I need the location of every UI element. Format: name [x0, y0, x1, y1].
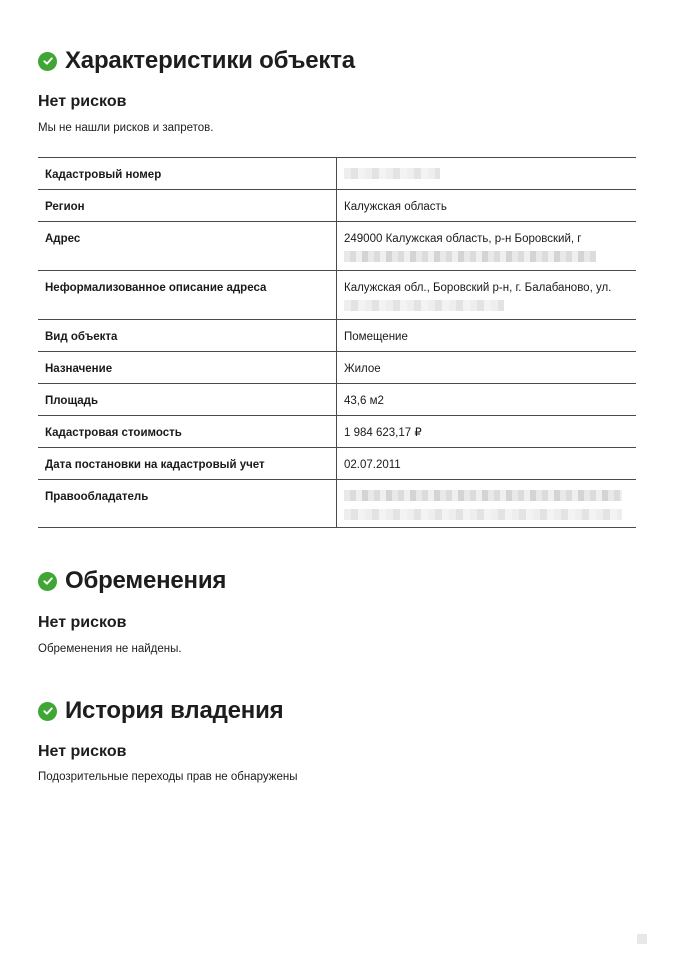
table-row	[38, 480, 636, 528]
table-row	[38, 416, 636, 448]
property-label: Регион	[38, 190, 337, 222]
table-row	[38, 158, 636, 190]
redacted-text	[344, 300, 504, 311]
property-value: Помещение	[337, 320, 637, 352]
section-title-encumbrances	[38, 564, 226, 598]
property-label: Площадь	[38, 384, 337, 416]
property-value: 1 984 623,17 ₽	[337, 416, 637, 448]
property-value	[337, 271, 637, 320]
section-title-characteristics	[38, 44, 355, 78]
redacted-text	[344, 168, 440, 179]
property-value: 02.07.2011	[337, 448, 637, 480]
section-description: Подозрительные переходы прав не обнаружены	[38, 771, 298, 783]
section-heading: Характеристики объекта	[65, 47, 355, 74]
address-text: 249000 Калужская область, р-н Боровский, г	[344, 233, 582, 245]
property-value-redacted	[337, 158, 637, 190]
section-heading: Обременения	[65, 567, 227, 594]
redacted-text	[344, 490, 622, 501]
property-value: Калужская область	[337, 190, 637, 222]
redacted-text	[344, 509, 622, 520]
check-circle-icon	[38, 702, 57, 721]
section-description: Обременения не найдены.	[38, 643, 182, 655]
risk-status: Нет рисков	[38, 93, 127, 110]
table-row	[38, 271, 636, 320]
page-corner-mark	[637, 934, 647, 944]
property-value: 43,6 м2	[337, 384, 637, 416]
property-label: Вид объекта	[38, 320, 337, 352]
property-label: Адрес	[38, 222, 337, 271]
table-row	[38, 320, 636, 352]
risk-status: Нет рисков	[38, 614, 127, 631]
property-label: Правообладатель	[38, 480, 337, 528]
property-table	[38, 157, 636, 528]
section-description: Мы не нашли рисков и запретов.	[38, 122, 214, 134]
table-row	[38, 448, 636, 480]
property-label: Назначение	[38, 352, 337, 384]
check-circle-icon	[38, 572, 57, 591]
property-label: Кадастровый номер	[38, 158, 337, 190]
property-label: Кадастровая стоимость	[38, 416, 337, 448]
address-description-text: Калужская обл., Боровский р-н, г. Балабаново, ул.	[344, 282, 612, 294]
section-title-ownership-history	[38, 694, 283, 728]
property-label: Неформализованное описание адреса	[38, 271, 337, 320]
risk-status: Нет рисков	[38, 743, 127, 760]
check-circle-icon	[38, 52, 57, 71]
table-row	[38, 352, 636, 384]
property-value	[337, 222, 637, 271]
table-row	[38, 190, 636, 222]
property-value-redacted	[337, 480, 637, 528]
property-value: Жилое	[337, 352, 637, 384]
redacted-text	[344, 251, 596, 262]
section-heading: История владения	[65, 697, 284, 724]
property-label: Дата постановки на кадастровый учет	[38, 448, 337, 480]
table-row	[38, 384, 636, 416]
table-row	[38, 222, 636, 271]
